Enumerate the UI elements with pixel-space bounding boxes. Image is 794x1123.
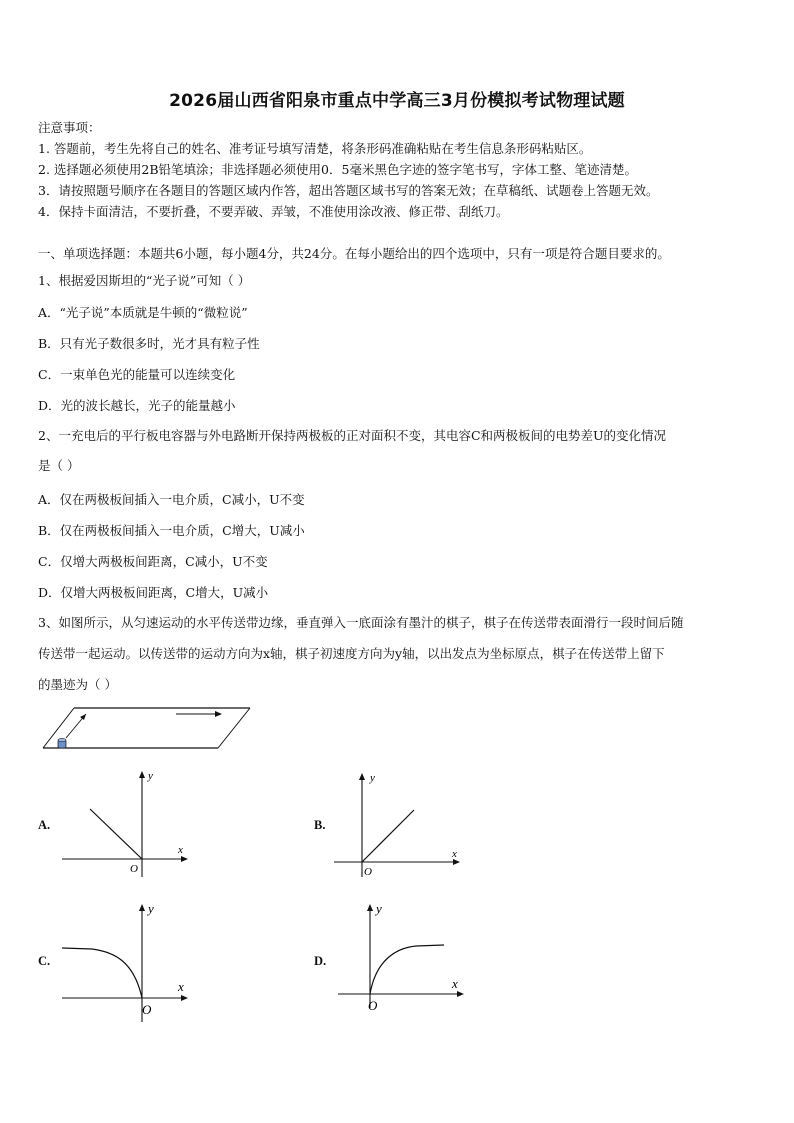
x-axis-arrowhead [181, 995, 188, 1001]
exam-title: 2026届山西省阳泉市重点中学高三3月份模拟考试物理试题 [169, 91, 625, 111]
x-axis-label: x [452, 976, 458, 991]
origin-label: O [130, 863, 138, 875]
belt-right-edge [218, 708, 250, 748]
y-axis-label: y [148, 770, 153, 782]
trajectory-curve [62, 948, 142, 998]
belt-direction-arrowhead [215, 711, 222, 717]
notice-item-1: 1. 答题前，考生先将自己的姓名、准考证号填写清楚，将条形码准确粘贴在考生信息条形码粘贴区。 [38, 141, 592, 156]
q2-option-b: B．仅在两极板间插入一电介质，C增大，U减小 [38, 523, 305, 538]
q3-option-c-label: C. [38, 954, 51, 968]
q1-option-d: D．光的波长越长，光子的能量越小 [38, 398, 236, 413]
q1-stem: 1、根据爱因斯坦的“光子说”可知（ ） [38, 273, 251, 288]
q2-option-a: A．仅在两极板间插入一电介质，C减小，U不变 [38, 492, 305, 507]
conveyor-belt-figure [38, 700, 258, 760]
section-heading: 一、单项选择题：本题共6小题，每小题4分，共24分。在每小题给出的四个选项中，只有一项是符合题目要求的。 [38, 246, 670, 261]
q3-graph-a [60, 765, 200, 880]
trajectory-line [90, 809, 142, 859]
origin-label: O [142, 1002, 152, 1017]
x-axis-label: x [452, 848, 457, 860]
trajectory-line [362, 810, 414, 862]
q2-option-d: D．仅增大两极板间距离，C增大，U减小 [38, 585, 269, 600]
q2-stem-line1: 2、一充电后的平行板电容器与外电路断开保持两极板的正对面积不变，其电容C和两极板间的电势差U的变化情况 [38, 428, 667, 443]
q3-stem-line2: 传送带一起运动。以传送带的运动方向为x轴，棋子初速度方向为y轴，以出发点为坐标原点，棋子在传送带上留下 [38, 646, 665, 661]
x-axis-label: x [178, 844, 183, 856]
y-axis-arrowhead [367, 904, 373, 911]
q3-stem-line1: 3、如图所示，从匀速运动的水平传送带边缘，垂直弹入一底面涂有墨汁的棋子，棋子在传送带表面滑行一段时间后随 [38, 615, 684, 630]
y-axis-label: y [370, 772, 375, 784]
origin-label: O [364, 866, 372, 878]
q1-option-c: C．一束单色光的能量可以连续变化 [38, 367, 236, 382]
notice-item-3: 3．请按照题号顺序在各题目的答题区域内作答，超出答题区域书写的答案无效；在草稿纸、试题卷上答题无效。 [38, 183, 659, 198]
trajectory-curve [370, 945, 444, 994]
y-axis-arrowhead [139, 771, 145, 778]
y-axis-arrowhead [139, 904, 145, 911]
q3-stem-line3: 的墨迹为（ ） [38, 677, 117, 692]
q3-graph-b [332, 765, 472, 880]
q3-graph-d [336, 898, 476, 1026]
y-axis-label: y [376, 901, 382, 916]
origin-label: O [368, 998, 378, 1013]
y-axis-arrowhead [359, 773, 365, 780]
q2-stem-line2: 是（ ） [38, 458, 80, 473]
chess-piece-top [58, 738, 66, 741]
initial-velocity-arrowhead [80, 714, 86, 720]
x-axis-arrowhead [181, 856, 188, 862]
q2-option-c: C．仅增大两极板间距离，C减小，U不变 [38, 554, 268, 569]
q3-option-d-label: D. [314, 954, 327, 968]
q3-graph-c [60, 898, 200, 1026]
q1-option-b: B．只有光子数很多时，光才具有粒子性 [38, 336, 260, 351]
notice-item-4: 4．保持卡面清洁，不要折叠，不要弄破、弄皱，不准使用涂改液、修正带、刮纸刀。 [38, 204, 509, 219]
x-axis-label: x [178, 979, 184, 994]
notice-item-2: 2. 选择题必须使用2B铅笔填涂；非选择题必须使用0．5毫米黑色字迹的签字笔书写，字体工整、笔迹清楚。 [38, 162, 637, 177]
x-axis-arrowhead [457, 991, 464, 997]
q1-option-a: A．“光子说”本质就是牛顿的“微粒说” [38, 305, 248, 320]
q3-option-b-label: B. [314, 818, 326, 832]
q3-option-a-label: A. [38, 818, 51, 832]
notice-heading: 注意事项： [38, 120, 101, 135]
y-axis-label: y [148, 901, 154, 916]
